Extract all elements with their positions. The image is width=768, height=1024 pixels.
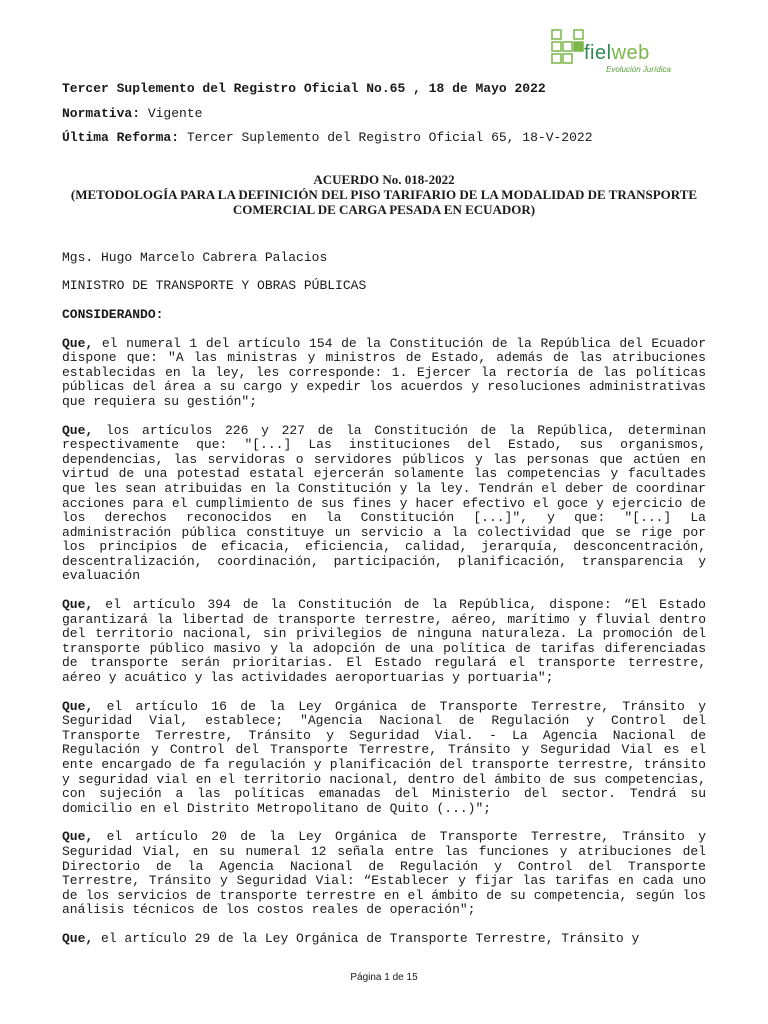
page-number: Página 1 de 15 xyxy=(350,972,418,983)
document-title: ACUERDO No. 018-2022 (METODOLOGÍA PARA LA DEFINICIÓN DEL PISO TARIFARIO DE LA MODALIDAD DE TRANSPORTE COMERCIAL DE CARGA PESADA EN ECUADOR) xyxy=(70,171,698,217)
paragraph-3: Que, el artículo 394 de la Constitución de la República, dispone: “El Estado garantizará la libertad de transporte terrestre, aéreo, marítimo y fluvial dentro del territorio nacional, sin privilegios de ninguna naturaleza. La promoción del transporte público masivo y la adopción de una política de tarifas diferenciadas de transporte serán prioritarias. El Estado regulará el transporte terrestre, aéreo y acuático y las actividades aeroportuarias y portuaria"; xyxy=(62,597,706,686)
registry-header: Tercer Suplemento del Registro Oficial No.65 , 18 de Mayo 2022 xyxy=(62,81,546,96)
paragraph-4: Que, el artículo 16 de la Ley Orgánica de Transporte Terrestre, Tránsito y Seguridad Vial, establece; "Agencia Nacional de Regulación y Control del Transporte Terrestre, Tránsito y Seguridad Vial. - La Agencia Nacional de Regulación y Control del Transporte Terrestre, Tránsito y Seguridad Vial es el ente encargado de fa regulación y planificación del transporte terrestre, tránsito y seguridad vial en el territorio nacional, dentro del ámbito de sus competencias, con sujeción a las políticas emanadas del Ministerio del sector. Tendrá su domicilio en el Distrito Metropolitano de Quito (...)"; xyxy=(62,698,706,816)
considering-heading: CONSIDERANDO: xyxy=(62,306,164,322)
paragraph-2: Que, los artículos 226 y 227 de la Constitución de la República, determinan respectivamente que: "[...] Las instituciones del Estado, sus organismos, dependencias, las servidoras o servidores públicos y las personas que actúen en virtud de una potestad estatal ejercerán solamente las competencias y facultades que les sean atribuidas en la Constitución y la ley. Tendrán el deber de coordinar acciones para el cumplimiento de sus fines y hacer efectivo el goce y ejercicio de los derechos reconocidos en la Constitución [...]", y que: "[...] La administración pública constituye un servicio a la colectividad que se rige por los principios de eficacia, eficiencia, calidad, jerarquía, desconcentración, descentralización, coordinación, participación, planificación, transparencia y evaluación xyxy=(62,422,706,584)
document-body xyxy=(62,82,706,961)
fielweb-logo xyxy=(550,22,680,78)
ministry-name: MINISTRO DE TRANSPORTE Y OBRAS PÚBLICAS xyxy=(62,278,367,294)
normativa-line: Normativa: Vigente xyxy=(62,105,203,121)
logo-tagline: Evolución Jurídica xyxy=(606,65,671,74)
paragraph-1: Que, el numeral 1 del artículo 154 de la Constitución de la República del Ecuador dispone que: "A las ministras y ministros de Estado, además de las atribuciones establecidas en la ley, les corresponde: 1. Ejercer la rectoría de las políticas públicas del área a su cargo y expedir los acuerdos y resoluciones administrativas que requiera su gestión"; xyxy=(62,335,706,409)
paragraph-6: Que, el artículo 29 de la Ley Orgánica de Transporte Terrestre, Tránsito y xyxy=(62,930,640,946)
logo-wordmark: fielweb xyxy=(584,42,650,64)
paragraph-5: Que, el artículo 20 de la Ley Orgánica de Transporte Terrestre, Tránsito y Seguridad Vial, en su numeral 12 señala entre las funciones y atribuciones del Directorio de la Agencia Nacional de Regulación y Control del Transporte Terrestre, Tránsito y Seguridad Vial: “Establecer y fijar las tarifas en cada uno de los servicios de transporte terrestre en el ámbito de su competencia, según los análisis técnicos de los costos reales de operación"; xyxy=(62,829,706,918)
reforma-line: Última Reforma: Tercer Suplemento del Registro Oficial 65, 18-V-2022 xyxy=(62,130,593,146)
author-name: Mgs. Hugo Marcelo Cabrera Palacios xyxy=(62,249,328,265)
